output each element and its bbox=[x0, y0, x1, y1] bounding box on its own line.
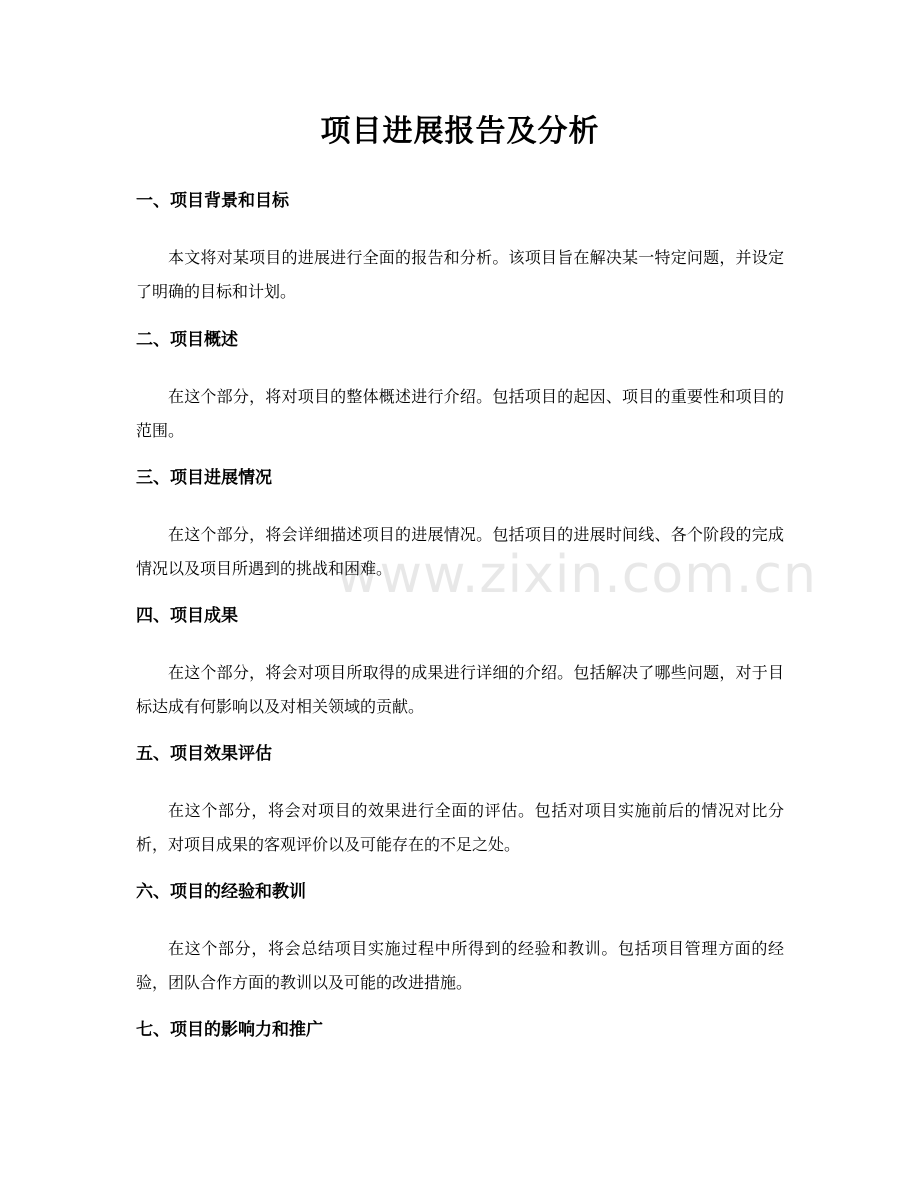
section-paragraph: 在这个部分，将会对项目所取得的成果进行详细的介绍。包括解决了哪些问题，对于目标达成有何影响以及对相关领域的贡献。 bbox=[136, 663, 784, 716]
section-heading: 一、项目背景和目标 bbox=[136, 191, 289, 211]
section-progress bbox=[136, 466, 784, 586]
section-paragraph: 本文将对某项目的进展进行全面的报告和分析。该项目旨在解决某一特定问题，并设定了明确的目标和计划。 bbox=[136, 248, 784, 301]
section-overview bbox=[136, 328, 784, 448]
section-heading: 五、项目效果评估 bbox=[136, 744, 272, 764]
section-impact bbox=[136, 1018, 784, 1042]
section-heading: 七、项目的影响力和推广 bbox=[136, 1020, 323, 1040]
section-paragraph: 在这个部分，将会对项目的效果进行全面的评估。包括对项目实施前后的情况对比分析，对项目成果的客观评价以及可能存在的不足之处。 bbox=[136, 801, 784, 854]
section-heading: 三、项目进展情况 bbox=[136, 468, 272, 488]
section-paragraph: 在这个部分，将会总结项目实施过程中所得到的经验和教训。包括项目管理方面的经验，团队合作方面的教训以及可能的改进措施。 bbox=[136, 939, 784, 992]
section-heading: 二、项目概述 bbox=[136, 330, 238, 350]
watermark: www.zixin.com.cn bbox=[336, 545, 817, 605]
section-paragraph: 在这个部分，将对项目的整体概述进行介绍。包括项目的起因、项目的重要性和项目的范围。 bbox=[136, 387, 784, 440]
section-paragraph: 在这个部分，将会详细描述项目的进展情况。包括项目的进展时间线、各个阶段的完成情况以及项目所遇到的挑战和困难。 bbox=[136, 525, 784, 578]
section-results bbox=[136, 604, 784, 724]
section-heading: 六、项目的经验和教训 bbox=[136, 882, 306, 902]
section-lessons bbox=[136, 880, 784, 1000]
section-evaluation bbox=[136, 742, 784, 862]
section-heading: 四、项目成果 bbox=[136, 606, 238, 626]
section-background-goals bbox=[136, 189, 784, 309]
document-title: 项目进展报告及分析 bbox=[320, 114, 600, 149]
